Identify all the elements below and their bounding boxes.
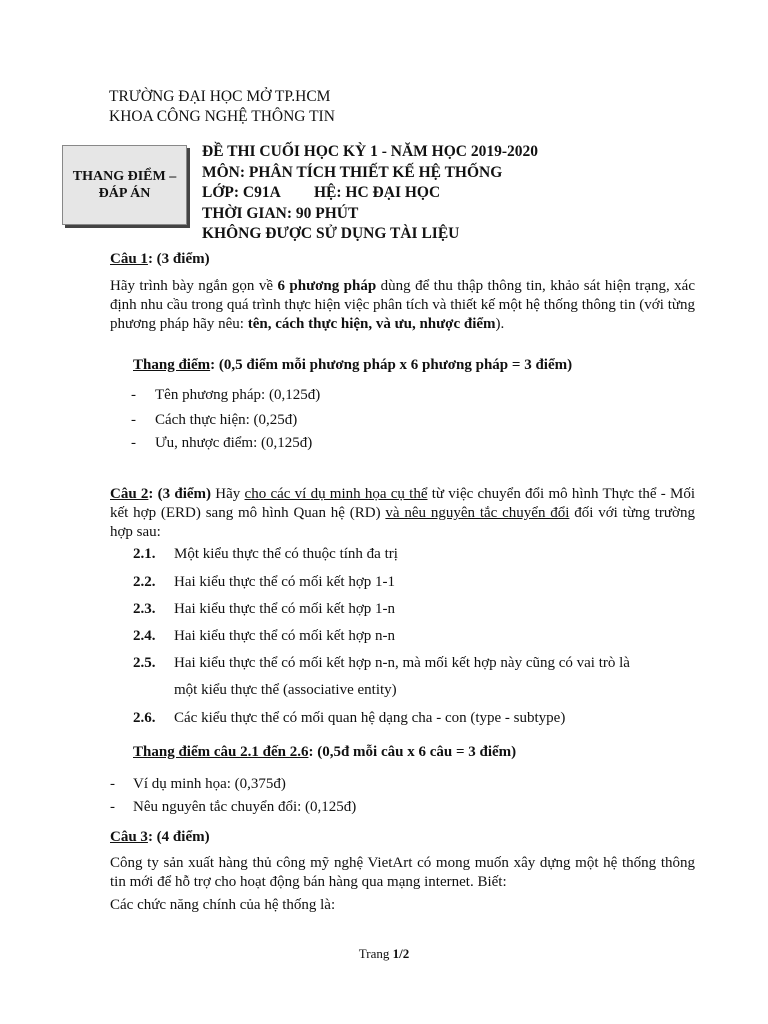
q2-item-text: Một kiểu thực thể có thuộc tính đa trị — [174, 546, 398, 562]
school-name: TRƯỜNG ĐẠI HỌC MỞ TP.HCM — [109, 88, 331, 105]
q2-item-number: 2.5. — [133, 655, 156, 671]
grade-box-line1: THANG ĐIỂM – — [72, 169, 177, 184]
q2-item-number: 2.2. — [133, 574, 156, 590]
q2-sub-item: Nêu nguyên tắc chuyển đổi: (0,125đ) — [133, 799, 357, 815]
q2-item-text: Hai kiểu thực thể có mối kết hợp n-n — [174, 628, 396, 644]
q2-sub-item-dash: - — [110, 799, 115, 815]
q2-item-text-continued: một kiểu thực thể (associative entity) — [174, 682, 397, 698]
q1-item-dash: - — [131, 387, 136, 403]
q1-text-c: dùng để thu thập thông tin, khảo sát hiện trạng, xác định nhu cầu trong quá trình thực hiện việc phân tích và thiết kế một hệ thống thông tin (với từng phương pháp hãy nêu: — [110, 278, 695, 332]
q3-points: : (4 điểm) — [147, 829, 210, 845]
school-header — [109, 87, 335, 127]
q2-grading — [133, 744, 516, 761]
q1-points: : (3 điểm) — [147, 251, 210, 267]
q2-grading-label: Thang điểm câu 2.1 đến 2.6 — [133, 744, 309, 760]
page-number: 1/2 — [392, 946, 410, 961]
q2-item-text: Hai kiểu thực thể có mối kết hợp 1-n — [174, 601, 396, 617]
exam-subject: MÔN: PHÂN TÍCH THIẾT KẾ HỆ THỐNG — [202, 163, 503, 181]
q2-item-number: 2.4. — [133, 628, 156, 644]
grading-answer-box — [62, 145, 187, 225]
q1-label: Câu 1 — [110, 251, 148, 267]
page-label: Trang — [358, 946, 393, 961]
q2-item-text: Các kiểu thực thể có mối quan hệ dạng cha - con (type - subtype) — [174, 710, 566, 726]
q2-sub-item-dash: - — [110, 776, 115, 792]
q1-grading-text: : (0,5 điểm mỗi phương pháp x 6 phương pháp = 3 điểm) — [210, 357, 573, 373]
q1-grading-label: Thang điểm — [133, 357, 211, 373]
q2-text-b: cho các ví dụ minh họa cụ thể — [244, 486, 428, 502]
q1-item: Cách thực hiện: (0,25đ) — [155, 412, 298, 428]
q2-text-c: từ việc chuyển đổi mô hình Thực thể - Mối kết hợp (ERD) sang mô hình Quan hệ (RD) — [110, 486, 695, 521]
q2-item-number: 2.6. — [133, 710, 156, 726]
q2-text — [110, 485, 695, 542]
exam-class: LỚP: C91A — [202, 184, 281, 201]
exam-class-row — [202, 183, 538, 204]
exam-system: HỆ: HC ĐẠI HỌC — [314, 184, 441, 201]
q2-label: Câu 2 — [110, 486, 149, 502]
q3-label: Câu 3 — [110, 829, 148, 845]
q2-item-number: 2.3. — [133, 601, 156, 617]
q2-item-text: Hai kiểu thực thể có mối kết hợp 1-1 — [174, 574, 396, 590]
q2-text-e: đối với từng trường hợp sau: — [110, 505, 695, 540]
q3-functions-label: Các chức năng chính của hệ thống là: — [110, 897, 336, 913]
grade-box-line2: ĐÁP ÁN — [98, 186, 151, 201]
q1-item-dash: - — [131, 412, 136, 428]
exam-no-docs: KHÔNG ĐƯỢC SỬ DỤNG TÀI LIỆU — [202, 225, 460, 242]
q1-text-b: 6 phương pháp — [277, 278, 377, 294]
q1-grading — [133, 357, 572, 374]
q2-sub-item: Ví dụ minh họa: (0,375đ) — [133, 776, 286, 792]
q1-text-d: tên, cách thực hiện, và ưu, nhược điểm — [247, 316, 496, 332]
q1-heading — [110, 251, 210, 268]
q1-text-a: Hãy trình bày ngắn gọn về — [110, 278, 278, 294]
exam-title: ĐỀ THI CUỐI HỌC KỲ 1 - NĂM HỌC 2019-2020 — [202, 143, 538, 160]
q1-text — [110, 277, 695, 334]
q1-item: Ưu, nhược điểm: (0,125đ) — [155, 435, 313, 451]
q2-text-d: và nêu nguyên tắc chuyển đổi — [385, 505, 570, 521]
q3-heading — [110, 829, 210, 846]
q2-points: : (3 điểm) — [148, 486, 212, 502]
faculty-name: KHOA CÔNG NGHỆ THÔNG TIN — [109, 108, 335, 125]
page-footer — [0, 946, 768, 962]
q1-text-e: ). — [495, 316, 505, 332]
q2-text-a: Hãy — [211, 486, 245, 502]
q2-item-text: Hai kiểu thực thể có mối kết hợp n-n, mà mối kết hợp này cũng có vai trò là — [174, 655, 630, 671]
q2-item-number: 2.1. — [133, 546, 156, 562]
q1-item: Tên phương pháp: (0,125đ) — [155, 387, 321, 403]
exam-time: THỜI GIAN: 90 PHÚT — [202, 204, 359, 222]
q1-item-dash: - — [131, 435, 136, 451]
q3-text: Công ty sản xuất hàng thủ công mỹ nghệ VietArt có mong muốn xây dựng một hệ thống thông tin mới để hỗ trợ cho hoạt động bán hàng qua mạng internet. Biết: — [110, 855, 695, 890]
exam-info — [202, 142, 538, 245]
q2-grading-text: : (0,5đ mỗi câu x 6 câu = 3 điểm) — [308, 744, 517, 760]
